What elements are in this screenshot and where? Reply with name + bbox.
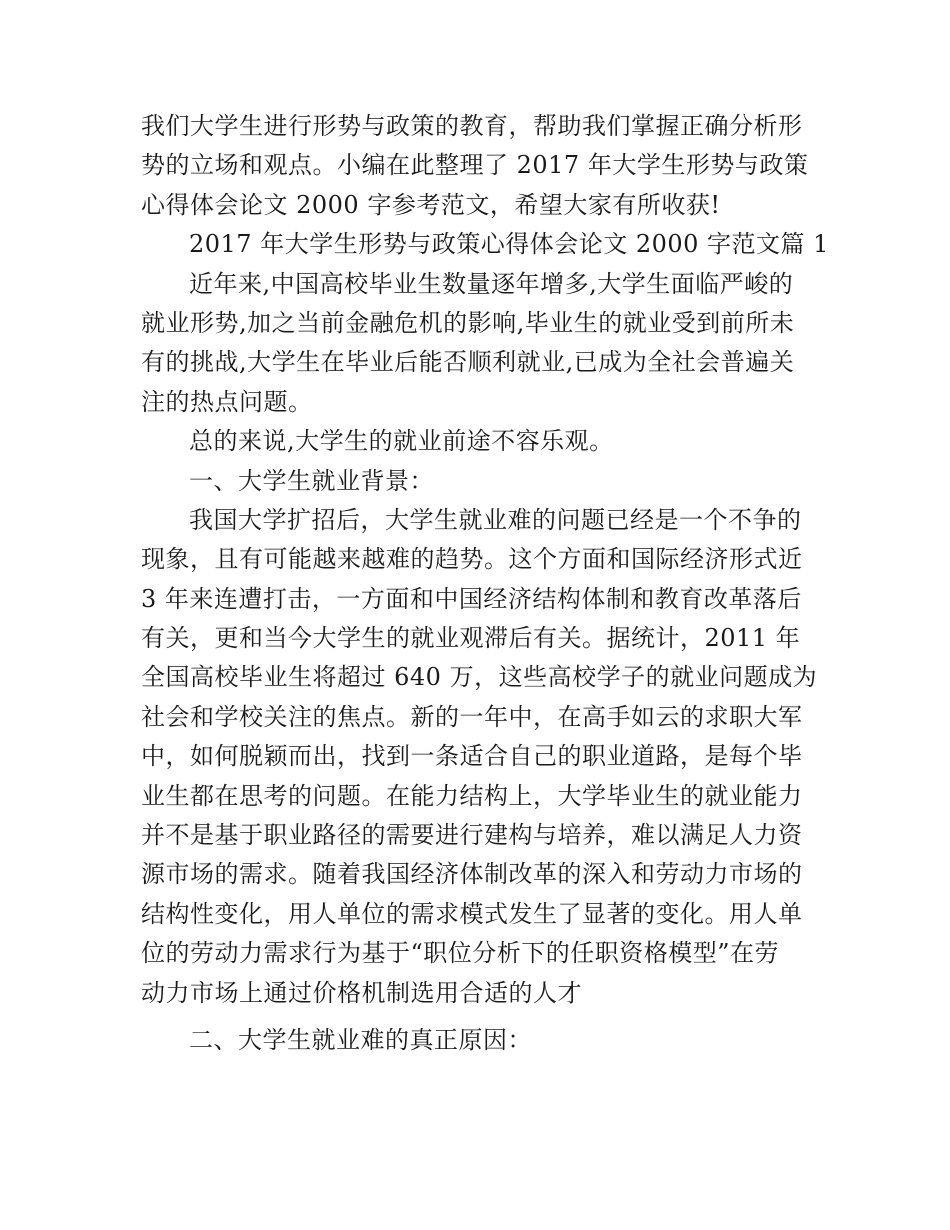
text-line: 源市场的需求。随着我国经济体制改革的深入和劳动力市场的: [141, 860, 803, 889]
text-line: 注的热点问题。: [141, 387, 313, 416]
text-line: 并不是基于职业路径的需要进行建构与培养，难以满足人力资: [141, 821, 803, 850]
text-line: 3 年来连遭打击，一方面和中国经济结构体制和教育改革落后: [141, 584, 802, 613]
text-line: 动力市场上通过价格机制选用合适的人才: [141, 978, 582, 1007]
text-line: 结构性变化，用人单位的需求模式发生了显著的变化。用人单: [141, 899, 803, 928]
document-body: [141, 107, 829, 1060]
text-line: 中，如何脱颖而出，找到一条适合自己的职业道路，是每个毕: [141, 742, 803, 771]
text-line: 全国高校毕业生将超过 640 万，这些高校学子的就业问题成为: [141, 663, 818, 692]
text-line: 有的挑战,大学生在毕业后能否顺利就业,已成为全社会普遍关: [141, 348, 795, 377]
paragraph-first-line: 我国大学扩招后，大学生就业难的问题已经是一个不争的: [189, 505, 802, 534]
paragraph-first-line: 近年来,中国高校毕业生数量逐年增多,大学生面临严峻的: [189, 269, 794, 298]
text-line: 我们大学生进行形势与政策的教育，帮助我们掌握正确分析形: [141, 112, 803, 140]
paragraph-first-line: 2017 年大学生形势与政策心得体会论文 2000 字范文篇 1: [189, 230, 829, 259]
paragraph-first-line: 一、大学生就业背景：: [189, 466, 434, 495]
text-line: 社会和学校关注的焦点。新的一年中，在高手如云的求职大军: [141, 702, 803, 731]
text-line: 业生都在思考的问题。在能力结构上，大学毕业生的就业能力: [141, 781, 803, 810]
text-line: 心得体会论文 2000 字参考范文，希望大家有所收获!: [141, 190, 721, 219]
paragraph-first-line: 总的来说,大学生的就业前途不容乐观。: [189, 427, 614, 456]
paragraph-spacer: [141, 1013, 821, 1021]
text-line: 有关，更和当今大学生的就业观滞后有关。据统计，2011 年: [141, 624, 801, 653]
text-line: 就业形势,加之当前金融危机的影响,毕业生的就业受到前所未: [141, 308, 795, 337]
text-line: 势的立场和观点。小编在此整理了 2017 年大学生形势与政策: [141, 151, 809, 180]
paragraph-first-line: 二、大学生就业难的真正原因：: [189, 1025, 532, 1054]
text-line: 现象，且有可能越来越难的趋势。这个方面和国际经济形式近: [141, 545, 803, 574]
text-line: 位的劳动力需求行为基于“职位分析下的任职资格模型”在劳: [141, 939, 780, 968]
